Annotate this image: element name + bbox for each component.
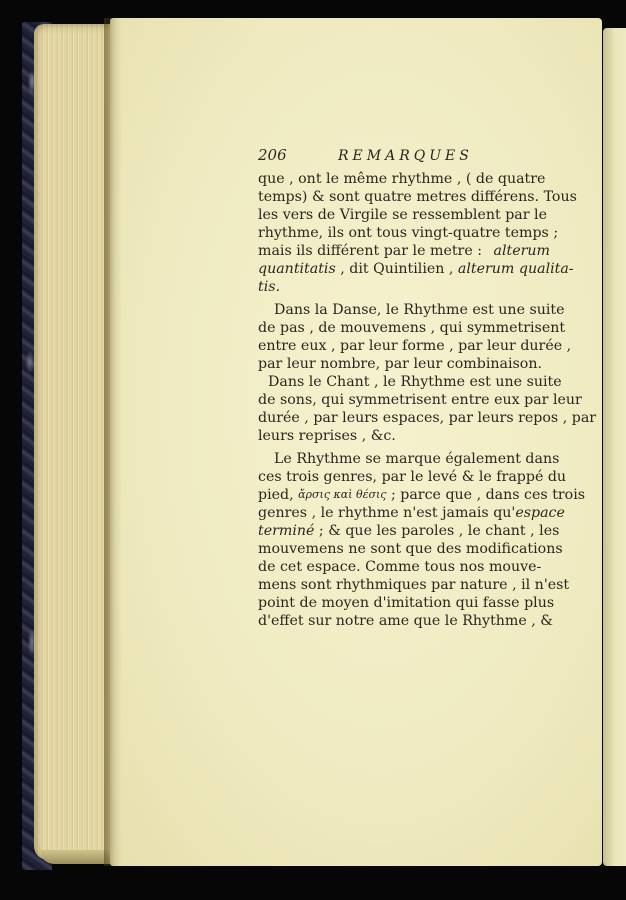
text-line: [258, 558, 550, 576]
text-span: d'effet sur notre ame que le Rhythme , &: [258, 613, 553, 629]
emphasis: terminé: [258, 523, 315, 539]
latin-quote: alterum: [493, 243, 550, 259]
latin-quote: alterum qualita-: [457, 261, 574, 277]
text-span: , dit Quintilien ,: [335, 261, 458, 277]
text-line: [258, 468, 567, 486]
paragraph-4: [258, 450, 586, 630]
text-line: [258, 260, 574, 278]
text-span: de pas , de mouvemens , qui symmetrisent: [258, 320, 566, 336]
running-title: REMARQUES: [338, 148, 473, 164]
text-line: [258, 278, 550, 296]
text-line: [258, 504, 565, 522]
text-span: Dans le Chant , le Rhythme est une suite: [268, 374, 562, 390]
latin-quote: quantitatis: [258, 261, 336, 277]
text-line: [258, 337, 572, 355]
text-line: [258, 242, 550, 260]
text-line: [258, 427, 550, 445]
text-span: ; parce que , dans ces trois: [386, 487, 586, 503]
text-span: temps) & sont quatre metres différens. Tous: [258, 189, 577, 205]
text-span: entre eux , par leur forme , par leur durée ,: [258, 338, 572, 354]
paragraph-3: [258, 373, 597, 445]
text-line: [258, 373, 562, 391]
text-line: [258, 576, 570, 594]
text-span: rhythme, ils ont tous vingt-quatre temps ;: [258, 225, 559, 241]
text-line: [258, 224, 559, 242]
text-line: [258, 301, 565, 319]
text-line: [258, 540, 563, 558]
text-line: [258, 206, 550, 224]
text-line: [258, 391, 582, 409]
text-span: durée , par leurs espaces, par leurs repos , par: [258, 410, 597, 426]
text-span: genres , le rhythme n'est jamais qu': [258, 505, 516, 521]
text-span: point de moyen d'imitation qui fasse plus: [258, 595, 555, 611]
text-span: Dans la Danse, le Rhythme est une suite: [274, 302, 565, 318]
text-span: leurs reprises , &c.: [258, 428, 396, 444]
text-line: [258, 355, 550, 373]
running-head: [258, 146, 550, 170]
text-line: [258, 486, 586, 504]
text-line: [258, 170, 550, 188]
text-span: Le Rhythme se marque également dans: [274, 451, 560, 467]
text-line: [258, 522, 560, 540]
text-span: mais ils différent par le metre :: [258, 243, 487, 259]
text-span: que , ont le même rhythme , ( de quatre: [258, 171, 546, 187]
emphasis: espace: [515, 505, 565, 521]
text-line: [258, 188, 577, 206]
page-text: [258, 146, 597, 630]
greek-phrase: ἄρσις καὶ θέσις: [298, 488, 387, 501]
page-number: 206: [258, 146, 287, 164]
text-line: [258, 612, 553, 630]
latin-quote: tis.: [258, 279, 281, 295]
text-span: mouvemens ne sont que des modifications: [258, 541, 563, 557]
text-line: [258, 319, 566, 337]
text-line: [258, 594, 555, 612]
text-span: pied,: [258, 487, 299, 503]
text-span: de cet espace. Comme tous nos mouve-: [258, 559, 542, 575]
text-span: les vers de Virgile se ressemblent par le: [258, 207, 547, 223]
text-span: ; & que les paroles , le chant , les: [314, 523, 560, 539]
text-span: par leur nombre, par leur combinaison.: [258, 356, 542, 372]
paragraph-1: [258, 170, 577, 296]
facing-page: [603, 28, 626, 866]
text-line: [258, 450, 560, 468]
text-span: de sons, qui symmetrisent entre eux par leur: [258, 392, 582, 408]
gutter-shadow: [104, 18, 122, 866]
paragraph-2: [258, 301, 572, 373]
text-span: ces trois genres, par le levé & le frappé du: [258, 469, 567, 485]
text-line: [258, 409, 597, 427]
text-span: mens sont rhythmiques par nature , il n'est: [258, 577, 570, 593]
